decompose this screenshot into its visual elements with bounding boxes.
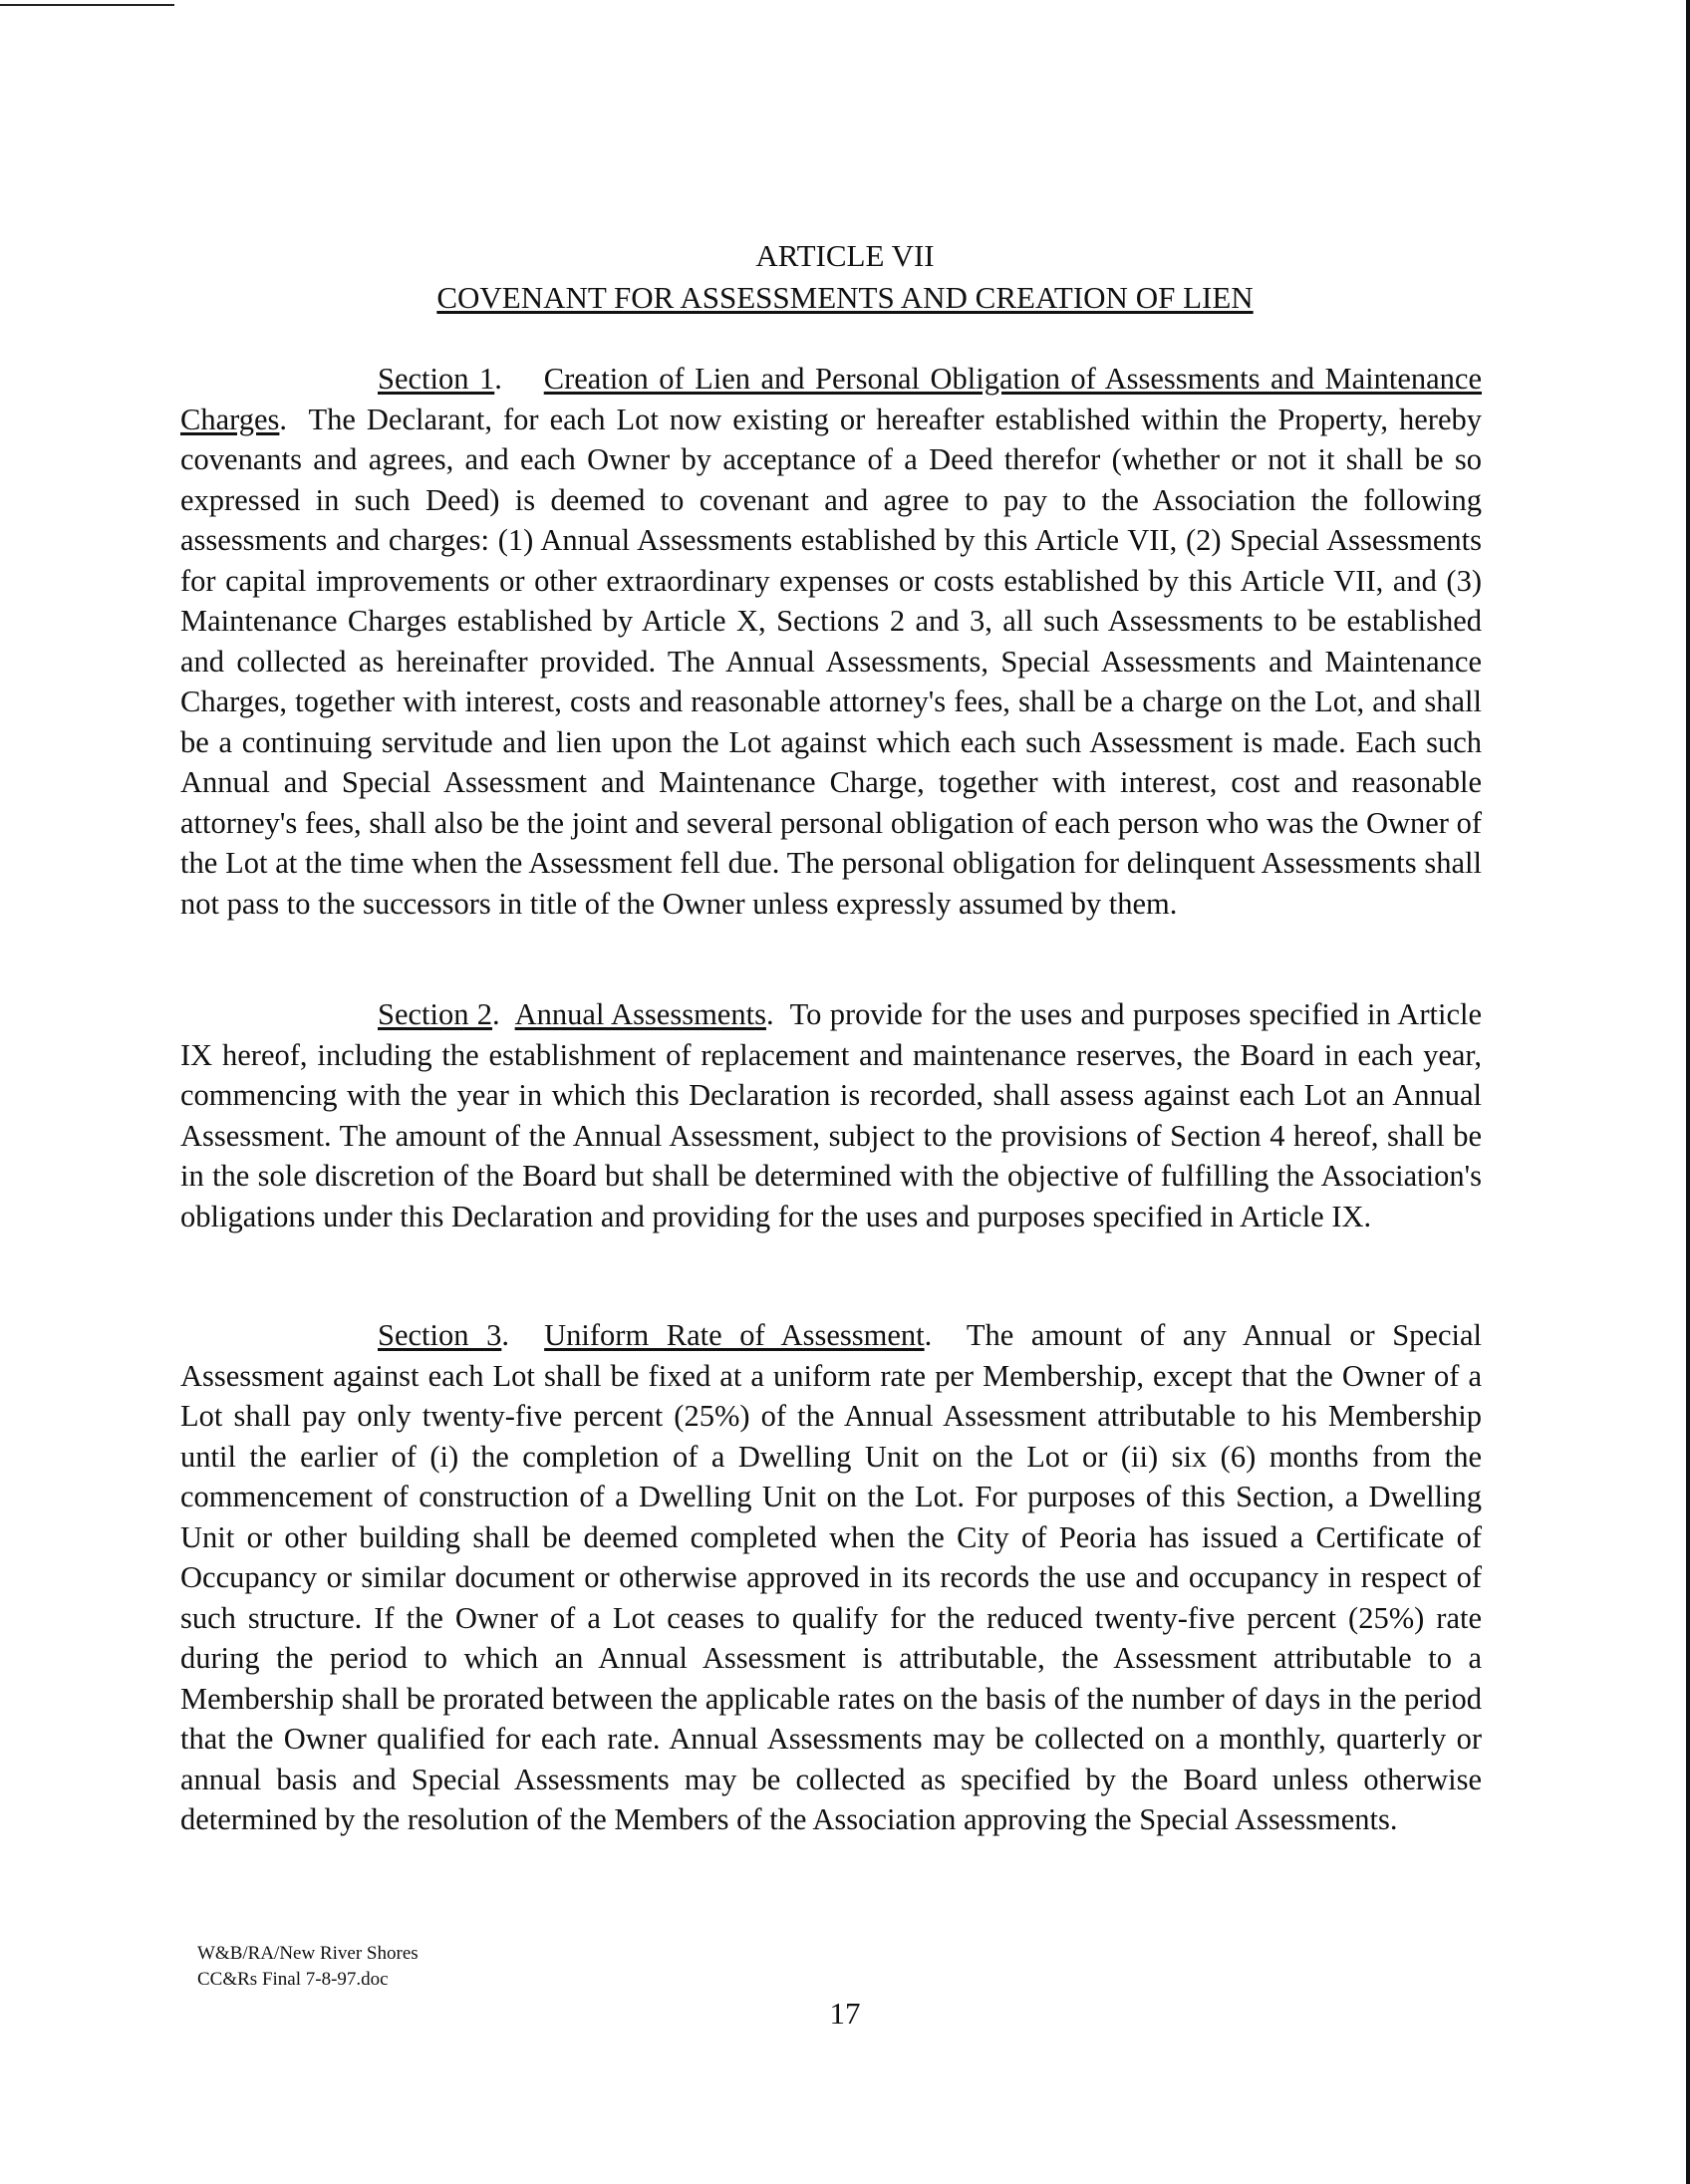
document-ref-line-2: CC&Rs Final 7-8-97.doc: [197, 1969, 389, 1990]
section-label: Section 2: [378, 997, 493, 1031]
document-reference: [197, 1941, 419, 1993]
page-edge-shadow: [1686, 0, 1690, 2184]
section-3: [180, 1315, 1482, 1840]
article-header: [0, 235, 1690, 319]
section-text: To provide for the uses and purposes specified in Article IX hereof, including the establishment of replacement and maintenance reserves, the Board in each year, commencing with the year in which this Declaration is recorded, shall assess against each Lot an Annual Assessment. The amount of the Annual Assessment, subject to the provisions of Section 4 hereof, shall be in the sole discretion of the Board but shall be determined with the objective of fulfilling the Association's obligations under this Declaration and providing for the uses and purposes specified in Article IX.: [180, 997, 1482, 1233]
section-2: [180, 994, 1482, 1236]
section-text: The amount of any Annual or Special Assessment against each Lot shall be fixed at a uniform rate per Membership, except that the Owner of a Lot shall pay only twenty-five percent (25%) of the Annual Assessment attributable to his Membership until the earlier of (i) the completion of a Dwelling Unit on the Lot or (ii) six (6) months from the commencement of construction of a Dwelling Unit on the Lot. For purposes of this Section, a Dwelling Unit or other building shall be deemed completed when the City of Peoria has issued a Certificate of Occupancy or similar document or otherwise approved in its records the use and occupancy in respect of such structure. If the Owner of a Lot ceases to qualify for the reduced twenty-five percent (25%) rate during the period to which an Annual Assessment is attributable, the Assessment attributable to a Membership shall be prorated between the applicable rates on the basis of the number of days in the period that the Owner qualified for each rate. Annual Assessments may be collected on a monthly, quarterly or annual basis and Special Assessments may be collected as specified by the Board unless otherwise determined by the resolution of the Members of the Association approving the Special Assessments.: [180, 1318, 1483, 1836]
section-text: The Declarant, for each Lot now existing or hereafter established within the Property, hereby covenants and agrees, and each Owner by acceptance of a Deed therefor (whether or not it shall be so expressed in such Deed) is deemed to covenant and agree to pay to the Association the following assessments and charges: (1) Annual Assessments established by this Article VII, (2) Special Assessments for capital improvements or other extraordinary expenses or costs established by this Article VII, and (3) Maintenance Charges established by Article X, Sections 2 and 3, all such Assessments to be established and collected as hereinafter provided. The Annual Assessments, Special Assessments and Maintenance Charges, together with interest, costs and reasonable attorney's fees, shall be a charge on the Lot, and shall be a continuing servitude and lien upon the Lot against which each such Assessment is made. Each such Annual and Special Assessment and Maintenance Charge, together with interest, cost and reasonable attorney's fees, shall also be the joint and several personal obligation of each person who was the Owner of the Lot at the time when the Assessment fell due. The personal obligation for delinquent Assessments shall not pass to the successors in title of the Owner unless expressly assumed by them.: [180, 402, 1482, 921]
page-number: 17: [829, 1996, 861, 2031]
section-label: Section 1: [378, 362, 495, 396]
section-paragraph: Section 3. Uniform Rate of Assessment. The amount of any Annual or Special Assessment against each Lot shall be fixed at a uniform rate per Membership, except that the Owner of a Lot shall pay only twenty-five percent (25%) of the Annual Assessment attributable to his Membership until the earlier of (i) the completion of a Dwelling Unit on the Lot or (ii) six (6) months from the commencement of construction of a Dwelling Unit on the Lot. For purposes of this Section, a Dwelling Unit or other building shall be deemed completed when the City of Peoria has issued a Certificate of Occupancy or similar document or otherwise approved in its records the use and occupancy in respect of such structure. If the Owner of a Lot ceases to qualify for the reduced twenty-five percent (25%) rate during the period to which an Annual Assessment is attributable, the Assessment attributable to a Membership shall be prorated between the applicable rates on the basis of the number of days in the period that the Owner qualified for each rate. Annual Assessments may be collected on a monthly, quarterly or annual basis and Special Assessments may be collected as specified by the Board unless otherwise determined by the resolution of the Members of the Association approving the Special Assessments.: [180, 1318, 1483, 1836]
document-ref-line-1: W&B/RA/New River Shores: [197, 1943, 419, 1964]
article-title: COVENANT FOR ASSESSMENTS AND CREATION OF LIEN: [436, 280, 1254, 315]
section-paragraph: Section 2. Annual Assessments. To provide for the uses and purposes specified in Article IX hereof, including the establishment of replacement and maintenance reserves, the Board in each year, commencing with the year in which this Declaration is recorded, shall assess against each Lot an Annual Assessment. The amount of the Annual Assessment, subject to the provisions of Section 4 hereof, shall be in the sole discretion of the Board but shall be determined with the objective of fulfilling the Association's obligations under this Declaration and providing for the uses and purposes specified in Article IX.: [180, 997, 1482, 1233]
section-paragraph: Section 1. Creation of Lien and Personal Obligation of Assessments and Maintenance Charges. The Declarant, for each Lot now existing or hereafter established within the Property, hereby covenants and agrees, and each Owner by acceptance of a Deed therefor (whether or not it shall be so expressed in such Deed) is deemed to covenant and agree to pay to the Association the following assessments and charges: (1) Annual Assessments established by this Article VII, (2) Special Assessments for capital improvements or other extraordinary expenses or costs established by this Article VII, and (3) Maintenance Charges established by Article X, Sections 2 and 3, all such Assessments to be established and collected as hereinafter provided. The Annual Assessments, Special Assessments and Maintenance Charges, together with interest, costs and reasonable attorney's fees, shall be a charge on the Lot, and shall be a continuing servitude and lien upon the Lot against which each such Assessment is made. Each such Annual and Special Assessment and Maintenance Charge, together with interest, cost and reasonable attorney's fees, shall also be the joint and several personal obligation of each person who was the Owner of the Lot at the time when the Assessment fell due. The personal obligation for delinquent Assessments shall not pass to the successors in title of the Owner unless expressly assumed by them.: [180, 362, 1482, 921]
section-1: [180, 359, 1482, 924]
section-heading: Annual Assessments: [514, 997, 766, 1031]
section-heading: Uniform Rate of Assessment: [544, 1318, 925, 1352]
section-label: Section 3: [378, 1318, 502, 1352]
article-number: ARTICLE VII: [755, 238, 935, 273]
section-heading: Creation of Lien and Personal Obligation of Assessments and Maintenance Charges: [180, 362, 1482, 436]
scan-artifact-line: [0, 4, 174, 6]
